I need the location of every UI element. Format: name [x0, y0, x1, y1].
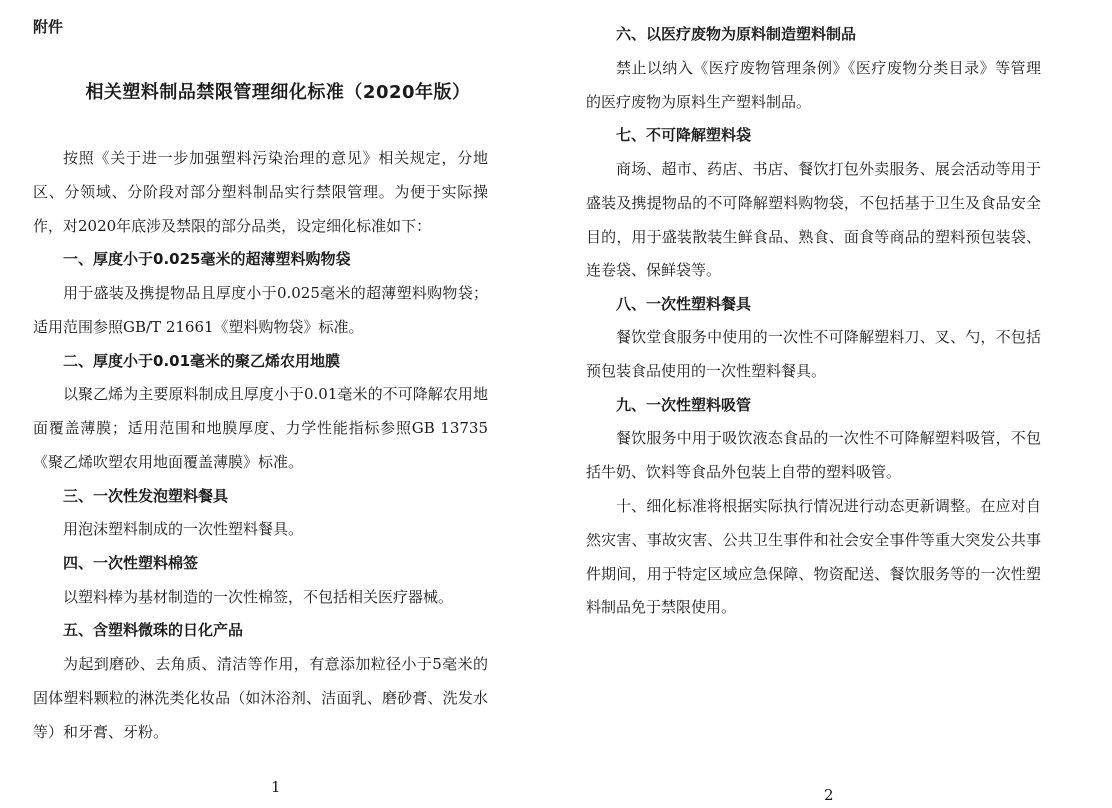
closing-paragraph: 十、细化标准将根据实际执行情况进行动态更新调整。在应对自然灾害、事故灾害、公共卫生事件和社会安全事件等重大突发公共事件期间，用于特定区域应急保障、物资配送、餐饮服务等的一次性塑料制品免于禁限使用。	[586, 497, 1041, 617]
intro-paragraph: 按照《关于进一步加强塑料污染治理的意见》相关规定，分地区、分领域、分阶段对部分塑料制品实行禁限管理。为便于实际操作，对2020年底涉及禁限的部分品类，设定细化标准如下：	[33, 149, 488, 235]
section-text-7: 商场、超市、药店、书店、餐饮打包外卖服务、展会活动等用于盛装及携提物品的不可降解塑料购物袋，不包括基于卫生及食品安全目的，用于盛装散装生鲜食品、熟食、面食等商品的塑料预包装袋、连卷袋、保鲜袋等。	[586, 160, 1041, 280]
section-heading-3: 三、一次性发泡塑料餐具	[63, 487, 229, 505]
section-text-8: 餐饮堂食服务中使用的一次性不可降解塑料刀、叉、勺，不包括预包装食品使用的一次性塑料餐具。	[586, 328, 1041, 380]
section-text-3: 用泡沫塑料制成的一次性塑料餐具。	[63, 520, 304, 538]
section-heading-6: 六、以医疗废物为原料制造塑料制品	[616, 25, 857, 43]
page-2	[556, 0, 1112, 808]
section-text-6: 禁止以纳入《医疗废物管理条例》《医疗废物分类目录》等管理的医疗废物为原料生产塑料制品。	[586, 59, 1041, 111]
section-heading-5: 五、含塑料微珠的日化产品	[63, 621, 244, 639]
section-heading-7: 七、不可降解塑料袋	[616, 126, 752, 144]
page-number: 1	[271, 778, 281, 796]
section-text-5: 为起到磨砂、去角质、清洁等作用，有意添加粒径小于5毫米的固体塑料颗粒的淋洗类化妆品（如沐浴剂、洁面乳、磨砂膏、洗发水等）和牙膏、牙粉。	[33, 655, 488, 741]
section-heading-9: 九、一次性塑料吸管	[616, 396, 752, 414]
page-number: 2	[824, 786, 834, 804]
document-title: 相关塑料制品禁限管理细化标准（2020年版）	[85, 82, 471, 103]
attachment-label: 附件	[33, 18, 64, 36]
section-heading-8: 八、一次性塑料餐具	[616, 295, 752, 313]
section-heading-1: 一、厚度小于0.025毫米的超薄塑料购物袋	[63, 250, 351, 268]
section-text-2: 以聚乙烯为主要原料制成且厚度小于0.01毫米的不可降解农用地面覆盖薄膜；适用范围和地膜厚度、力学性能指标参照GB 13735《聚乙烯吹塑农用地面覆盖薄膜》标准。	[33, 385, 488, 471]
section-heading-4: 四、一次性塑料棉签	[63, 554, 199, 572]
section-text-9: 餐饮服务中用于吸饮液态食品的一次性不可降解塑料吸管，不包括牛奶、饮料等食品外包装上自带的塑料吸管。	[586, 429, 1041, 481]
section-text-1: 用于盛装及携提物品且厚度小于0.025毫米的超薄塑料购物袋；适用范围参照GB/T 21661《塑料购物袋》标准。	[33, 284, 488, 336]
section-heading-2: 二、厚度小于0.01毫米的聚乙烯农用地膜	[63, 352, 341, 370]
section-text-4: 以塑料棒为基材制造的一次性棉签，不包括相关医疗器械。	[63, 588, 454, 606]
